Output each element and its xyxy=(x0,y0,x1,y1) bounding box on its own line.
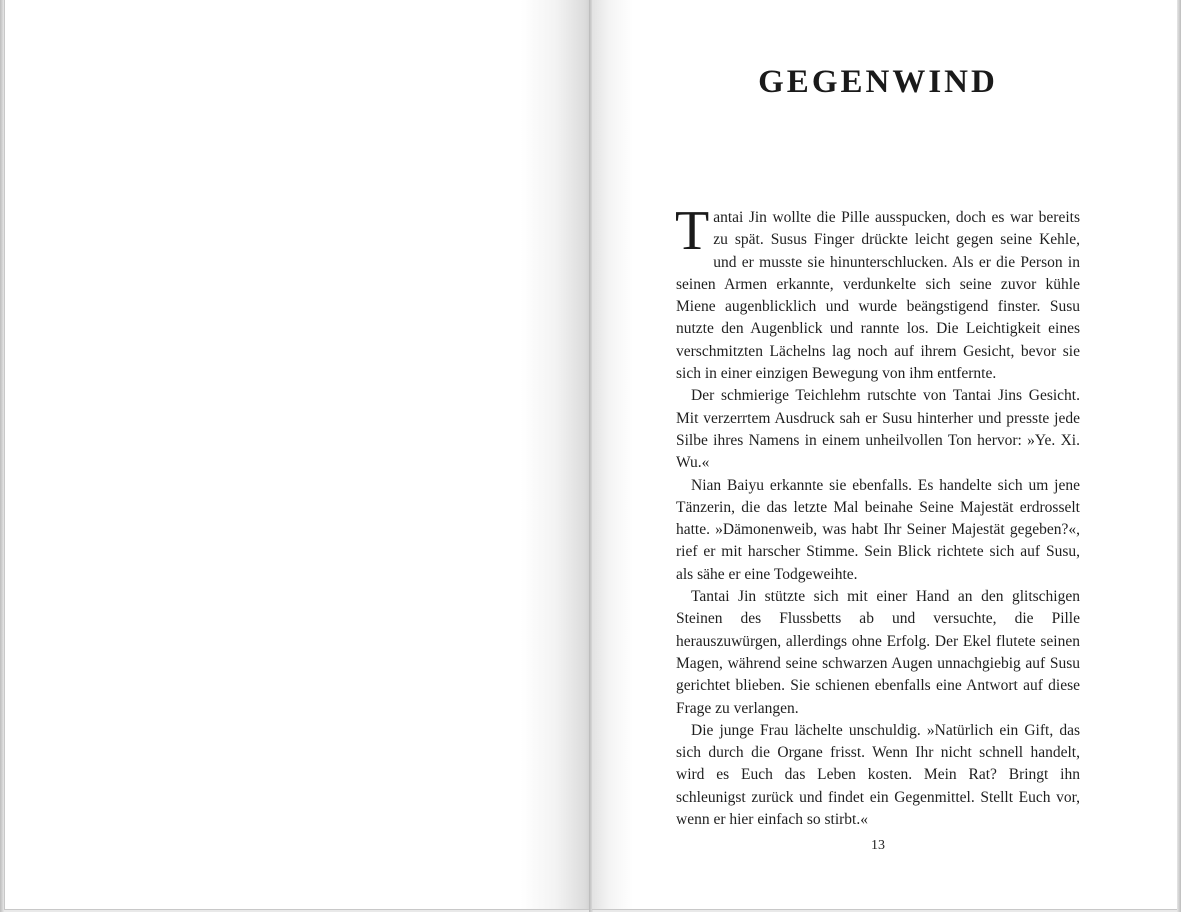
page-number: 13 xyxy=(871,838,885,853)
paragraph-1-text: antai Jin wollte die Pille ausspucken, doch es war bereits zu spät. Susus Finger drückte leicht gegen seine Kehle, und er musste sie hinunterschlucken. Als er die Person in seinen Armen erkannte, verdunkelte sich seine zuvor kühle Miene augenblicklich und wurde beängstigend finster. Susu nutzte den Augenblick und rannte los. Die Leichtigkeit eines verschmitzten Lächelns lag noch auf ihrem Gesicht, bevor sie sich in einer einzigen Bewegung von ihm entfernte. xyxy=(676,209,1080,383)
paragraph-5: Die junge Frau lächelte unschuldig. »Natürlich ein Gift, das sich durch die Organe frisst. Wenn Ihr nicht schnell handelt, wird es Euch das Leben kosten. Mein Rat? Bringt ihn schleunigst zurück und findet ein Gegenmittel. Stellt Euch vor, wenn er hier einfach so stirbt.« xyxy=(676,721,1080,829)
chapter-title: GEGENWIND xyxy=(758,64,998,100)
paragraph-3: Nian Baiyu erkannte sie ebenfalls. Es handelte sich um jene Tänzerin, die das letzte Mal beinahe Seine Majestät erdrosselt hatte. »Dämonenweib, was habt Ihr Seiner Majestät gegeben?«, rief er mit harscher Stimme. Sein Blick richtete sich auf Susu, als sähe er eine Todgeweihte. xyxy=(676,476,1080,583)
right-page-edge xyxy=(1177,0,1181,912)
drop-cap: T xyxy=(675,200,710,262)
paragraph-1 xyxy=(675,200,1080,385)
chapter-body xyxy=(675,200,1080,831)
paragraph-4: Tantai Jin stützte sich mit einer Hand an den glitschigen Steinen des Flussbetts ab und versuchte, die Pille herauszuwürgen, allerdings ohne Erfolg. Der Ekel flutete seinen Magen, während seine schwarzen Augen unnachgiebig auf Susu gerichtet blieben. Sie schienen ebenfalls eine Antwort auf diese Frage zu verlangen. xyxy=(676,588,1080,717)
paragraph-2: Der schmierige Teichlehm rutschte von Tantai Jins Gesicht. Mit verzerrtem Ausdruck sah er Susu hinterher und presste jede Silbe ihres Namens in einem unheilvollen Ton hervor: »Ye. Xi. Wu.« xyxy=(676,387,1080,472)
left-page xyxy=(4,0,591,910)
